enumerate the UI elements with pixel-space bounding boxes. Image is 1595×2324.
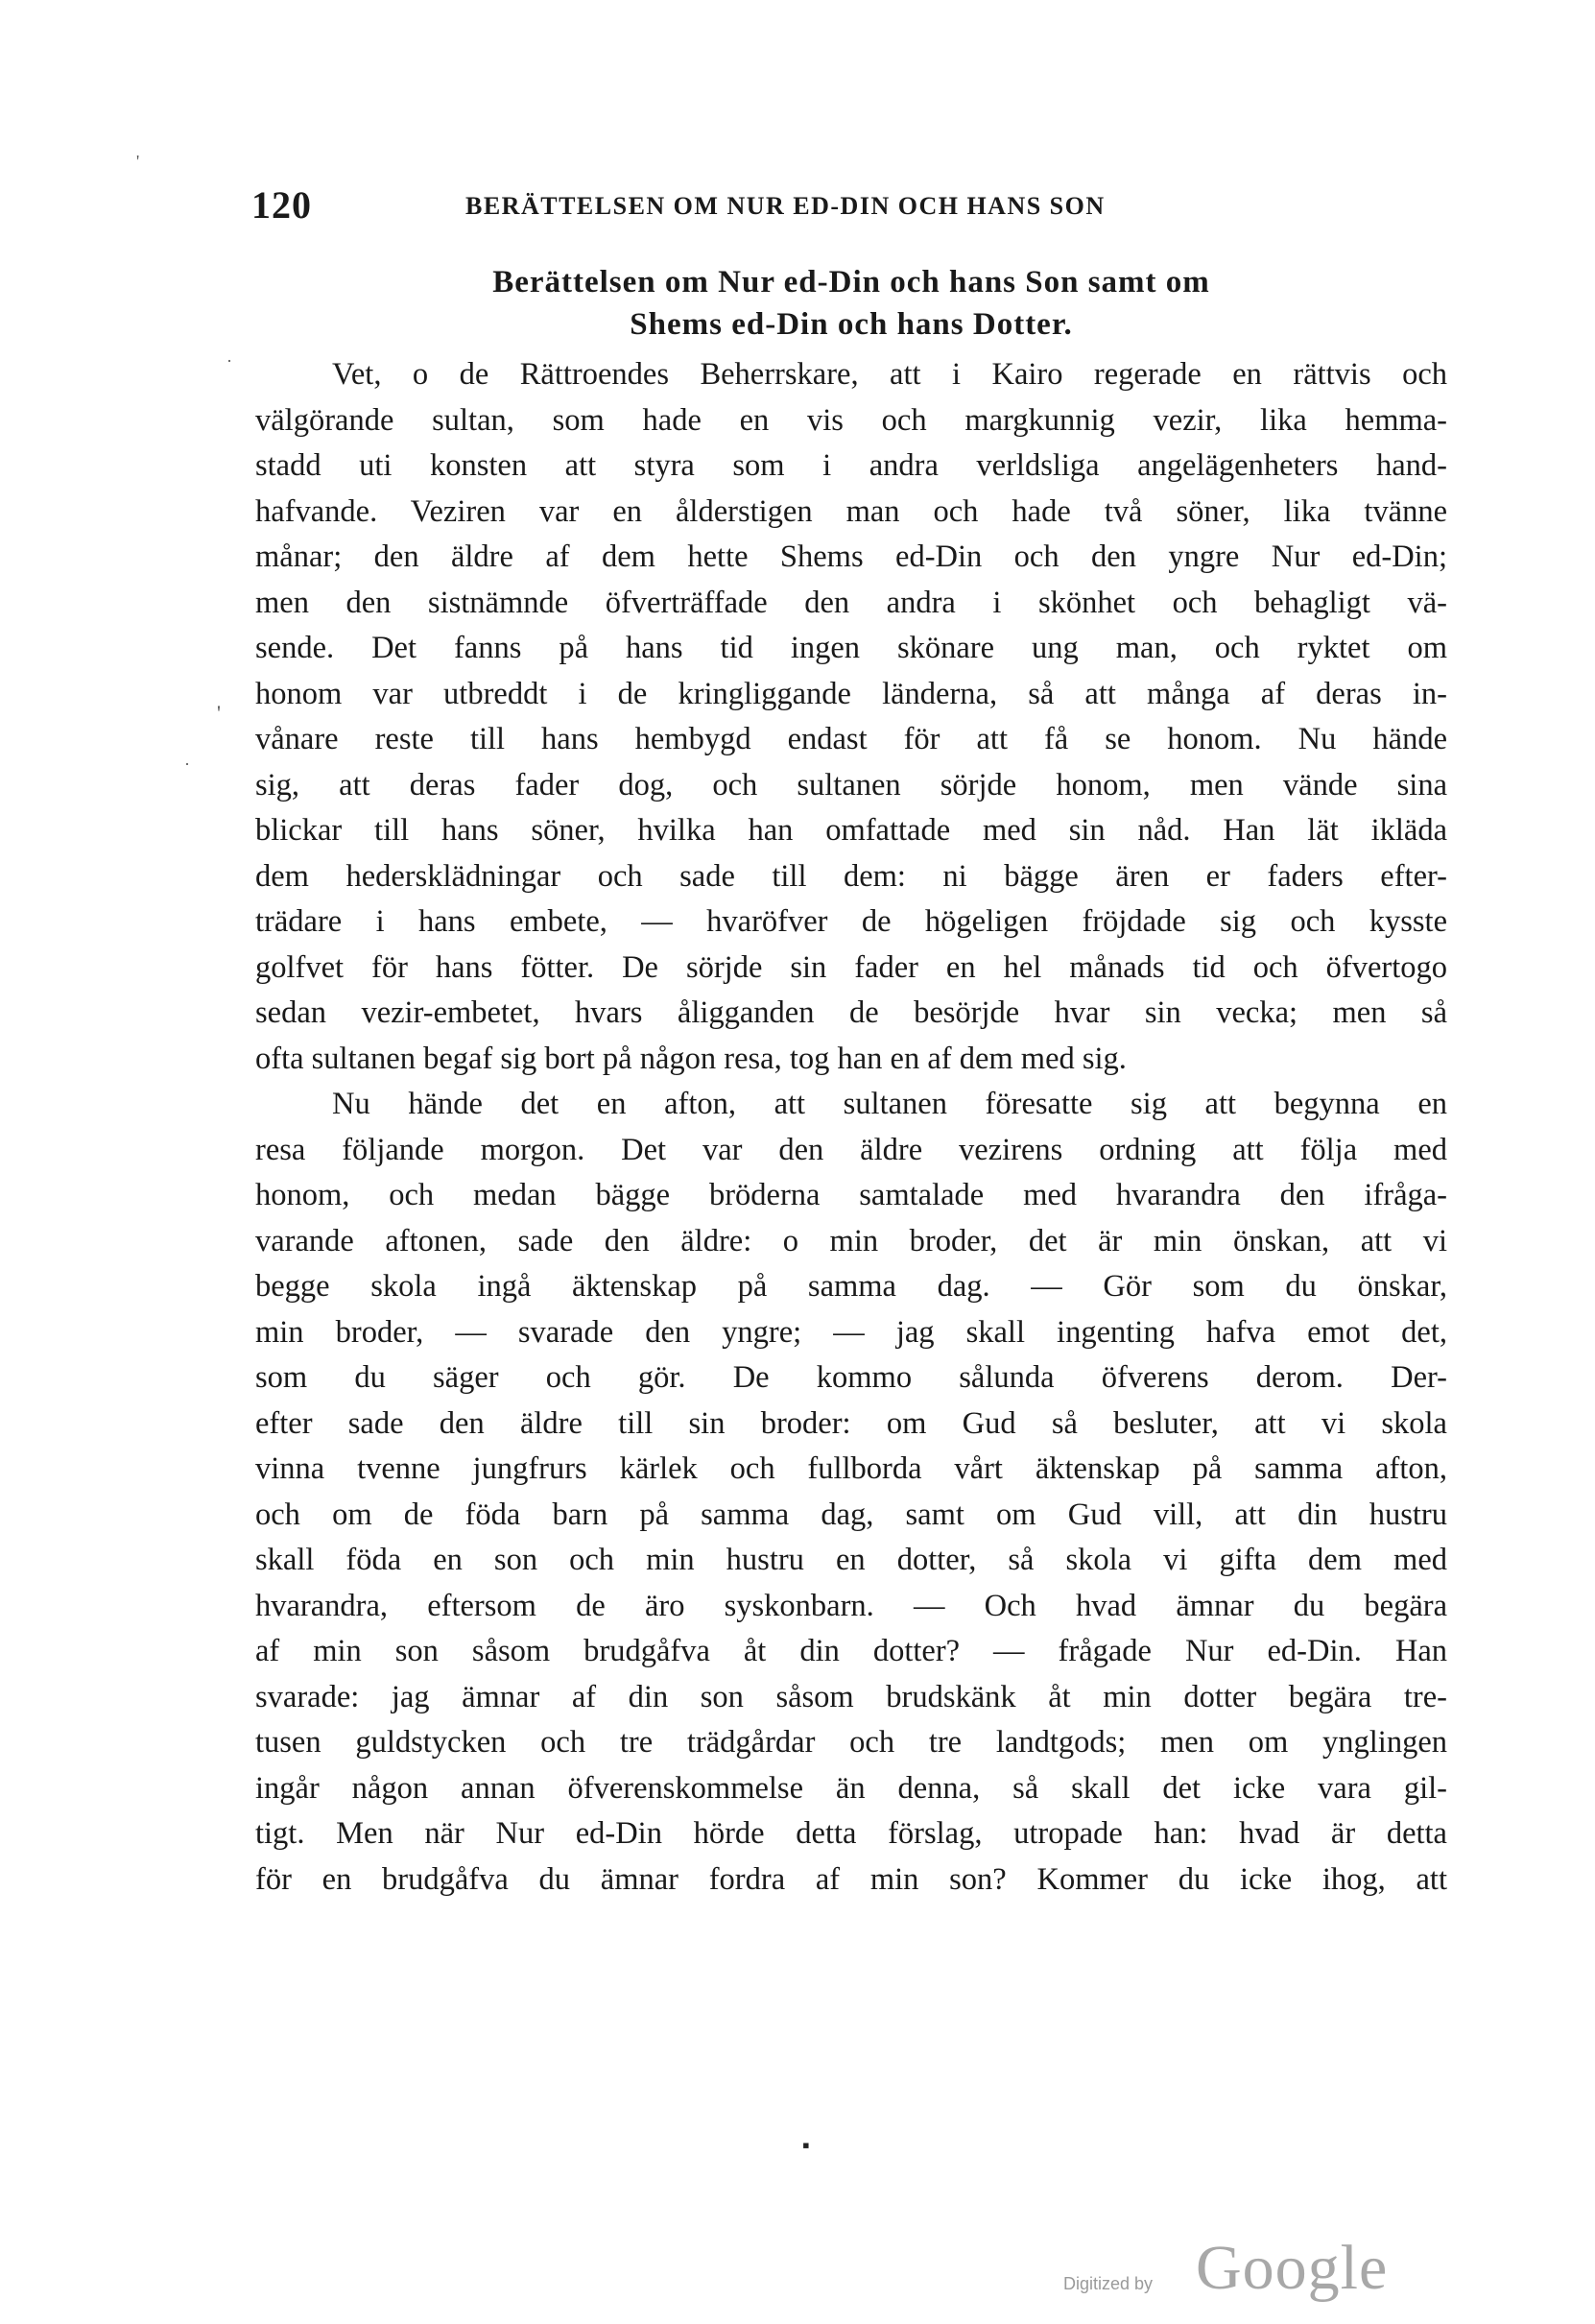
text-line: resa följande morgon. Det var den äldre vezirens ordning att följa med	[255, 1132, 1447, 1167]
text-line: vinna tvenne jungfrurs kärlek och fullborda vårt äktenskap på samma afton,	[255, 1451, 1447, 1486]
page-header	[251, 182, 1451, 230]
digitized-watermark	[1063, 2232, 1389, 2309]
text-line: och om de föda barn på samma dag, samt om Gud vill, att din hustru	[255, 1497, 1447, 1532]
text-line: min broder, — svarade den yngre; — jag skall ingenting hafva emot det,	[255, 1314, 1447, 1350]
scan-speck: '	[217, 701, 221, 725]
text-line: men den sistnämnde öfverträffade den andra i skönhet och behagligt vä-	[255, 585, 1447, 620]
paragraph	[255, 1082, 1447, 1903]
text-line: af min son såsom brudgåfva åt din dotter? — frågade Nur ed-Din. Han	[255, 1634, 1447, 1668]
text-line: för en brudgåfva du ämnar fordra af min son? Kommer du icke ihog, att	[255, 1861, 1447, 1897]
digitized-by-text: Digitized by	[1063, 2274, 1154, 2293]
text-line: sende. Det fanns på hans tid ingen skönare ung man, och ryktet om	[255, 631, 1447, 665]
text-line: trädare i hans embete, — hvaröfver de högeligen fröjdade sig och kysste	[255, 904, 1447, 939]
text-line: hafvande. Veziren var en ålderstigen man och hade två söner, lika tvänne	[255, 493, 1447, 529]
text-line: varande aftonen, sade den äldre: o min broder, det är min önskan, att vi	[255, 1223, 1447, 1258]
text-line: hvarandra, eftersom de äro syskonbarn. — Och hvad ämnar du begära	[255, 1588, 1447, 1623]
chapter-title-line: Shems ed-Din och hans Dotter.	[630, 307, 1073, 342]
text-line: sig, att deras fader dog, och sultanen sörjde honom, men vände sina	[255, 767, 1447, 803]
text-line: dem hedersklädningar och sade till dem: ni bägge ären er faders efter-	[255, 858, 1447, 894]
text-line: begge skola ingå äktenskap på samma dag. — Gör som du önskar,	[255, 1269, 1447, 1304]
text-line: tusen guldstycken och tre trädgårdar och tre landtgods; men om ynglingen	[255, 1725, 1447, 1760]
text-line: ingår någon annan öfverenskommelse än denna, så skall det icke vara gil-	[255, 1770, 1447, 1806]
scan-speck: ▪	[802, 2133, 810, 2157]
text-line: stadd uti konsten att styra som i andra verldsliga angelägenheters hand-	[255, 448, 1447, 483]
page-number: 120	[251, 183, 312, 227]
text-line: svarade: jag ämnar af din son såsom brudskänk åt min dotter begära tre-	[255, 1679, 1447, 1714]
text-line: välgörande sultan, som hade en vis och margkunnig vezir, lika hemma-	[255, 402, 1447, 438]
text-line: som du säger och gör. De kommo sålunda öfverens derom. Der-	[255, 1360, 1447, 1395]
text-line: blickar till hans söner, hvilka han omfattade med sin nåd. Han lät ikläda	[255, 813, 1447, 848]
google-logo: Google	[1196, 2233, 1389, 2303]
text-line: månar; den äldre af dem hette Shems ed-Din och den yngre Nur ed-Din;	[255, 539, 1447, 574]
text-line: Nu hände det en afton, att sultanen föresatte sig att begynna en	[332, 1087, 1447, 1121]
scan-speck: ·	[226, 351, 232, 371]
scan-speck: ·	[184, 755, 190, 774]
text-line: sedan vezir-embetet, hvars åligganden de besörjde hvar sin vecka; men så	[255, 995, 1447, 1030]
chapter-title	[251, 261, 1451, 346]
running-head: BERÄTTELSEN OM NUR ED-DIN OCH HANS SON	[465, 192, 1106, 220]
scan-speck: '	[136, 152, 140, 171]
text-line: honom, och medan bägge bröderna samtalade med hvarandra den ifråga-	[255, 1178, 1447, 1212]
body-text	[255, 352, 1447, 1903]
text-line: golfvet för hans fötter. De sörjde sin fader en hel månads tid och öfvertogo	[255, 949, 1447, 985]
text-line: skall föda en son och min hustru en dotter, så skola vi gifta dem med	[255, 1543, 1447, 1577]
text-line: efter sade den äldre till sin broder: om Gud så besluter, att vi skola	[255, 1405, 1447, 1441]
text-line: tigt. Men när Nur ed-Din hörde detta förslag, utropade han: hvad är detta	[255, 1816, 1447, 1851]
text-line: ofta sultanen begaf sig bort på någon resa, tog han en af dem med sig.	[255, 1041, 1127, 1076]
paragraph	[255, 352, 1447, 1082]
text-line: Vet, o de Rättroendes Beherrskare, att i Kairo regerade en rättvis och	[332, 357, 1447, 392]
chapter-title-line: Berättelsen om Nur ed-Din och hans Son samt om	[492, 265, 1210, 299]
text-line: honom var utbreddt i de kringliggande länderna, så att många af deras in-	[255, 676, 1447, 711]
text-line: vånare reste till hans hembygd endast för att få se honom. Nu hände	[255, 722, 1447, 756]
